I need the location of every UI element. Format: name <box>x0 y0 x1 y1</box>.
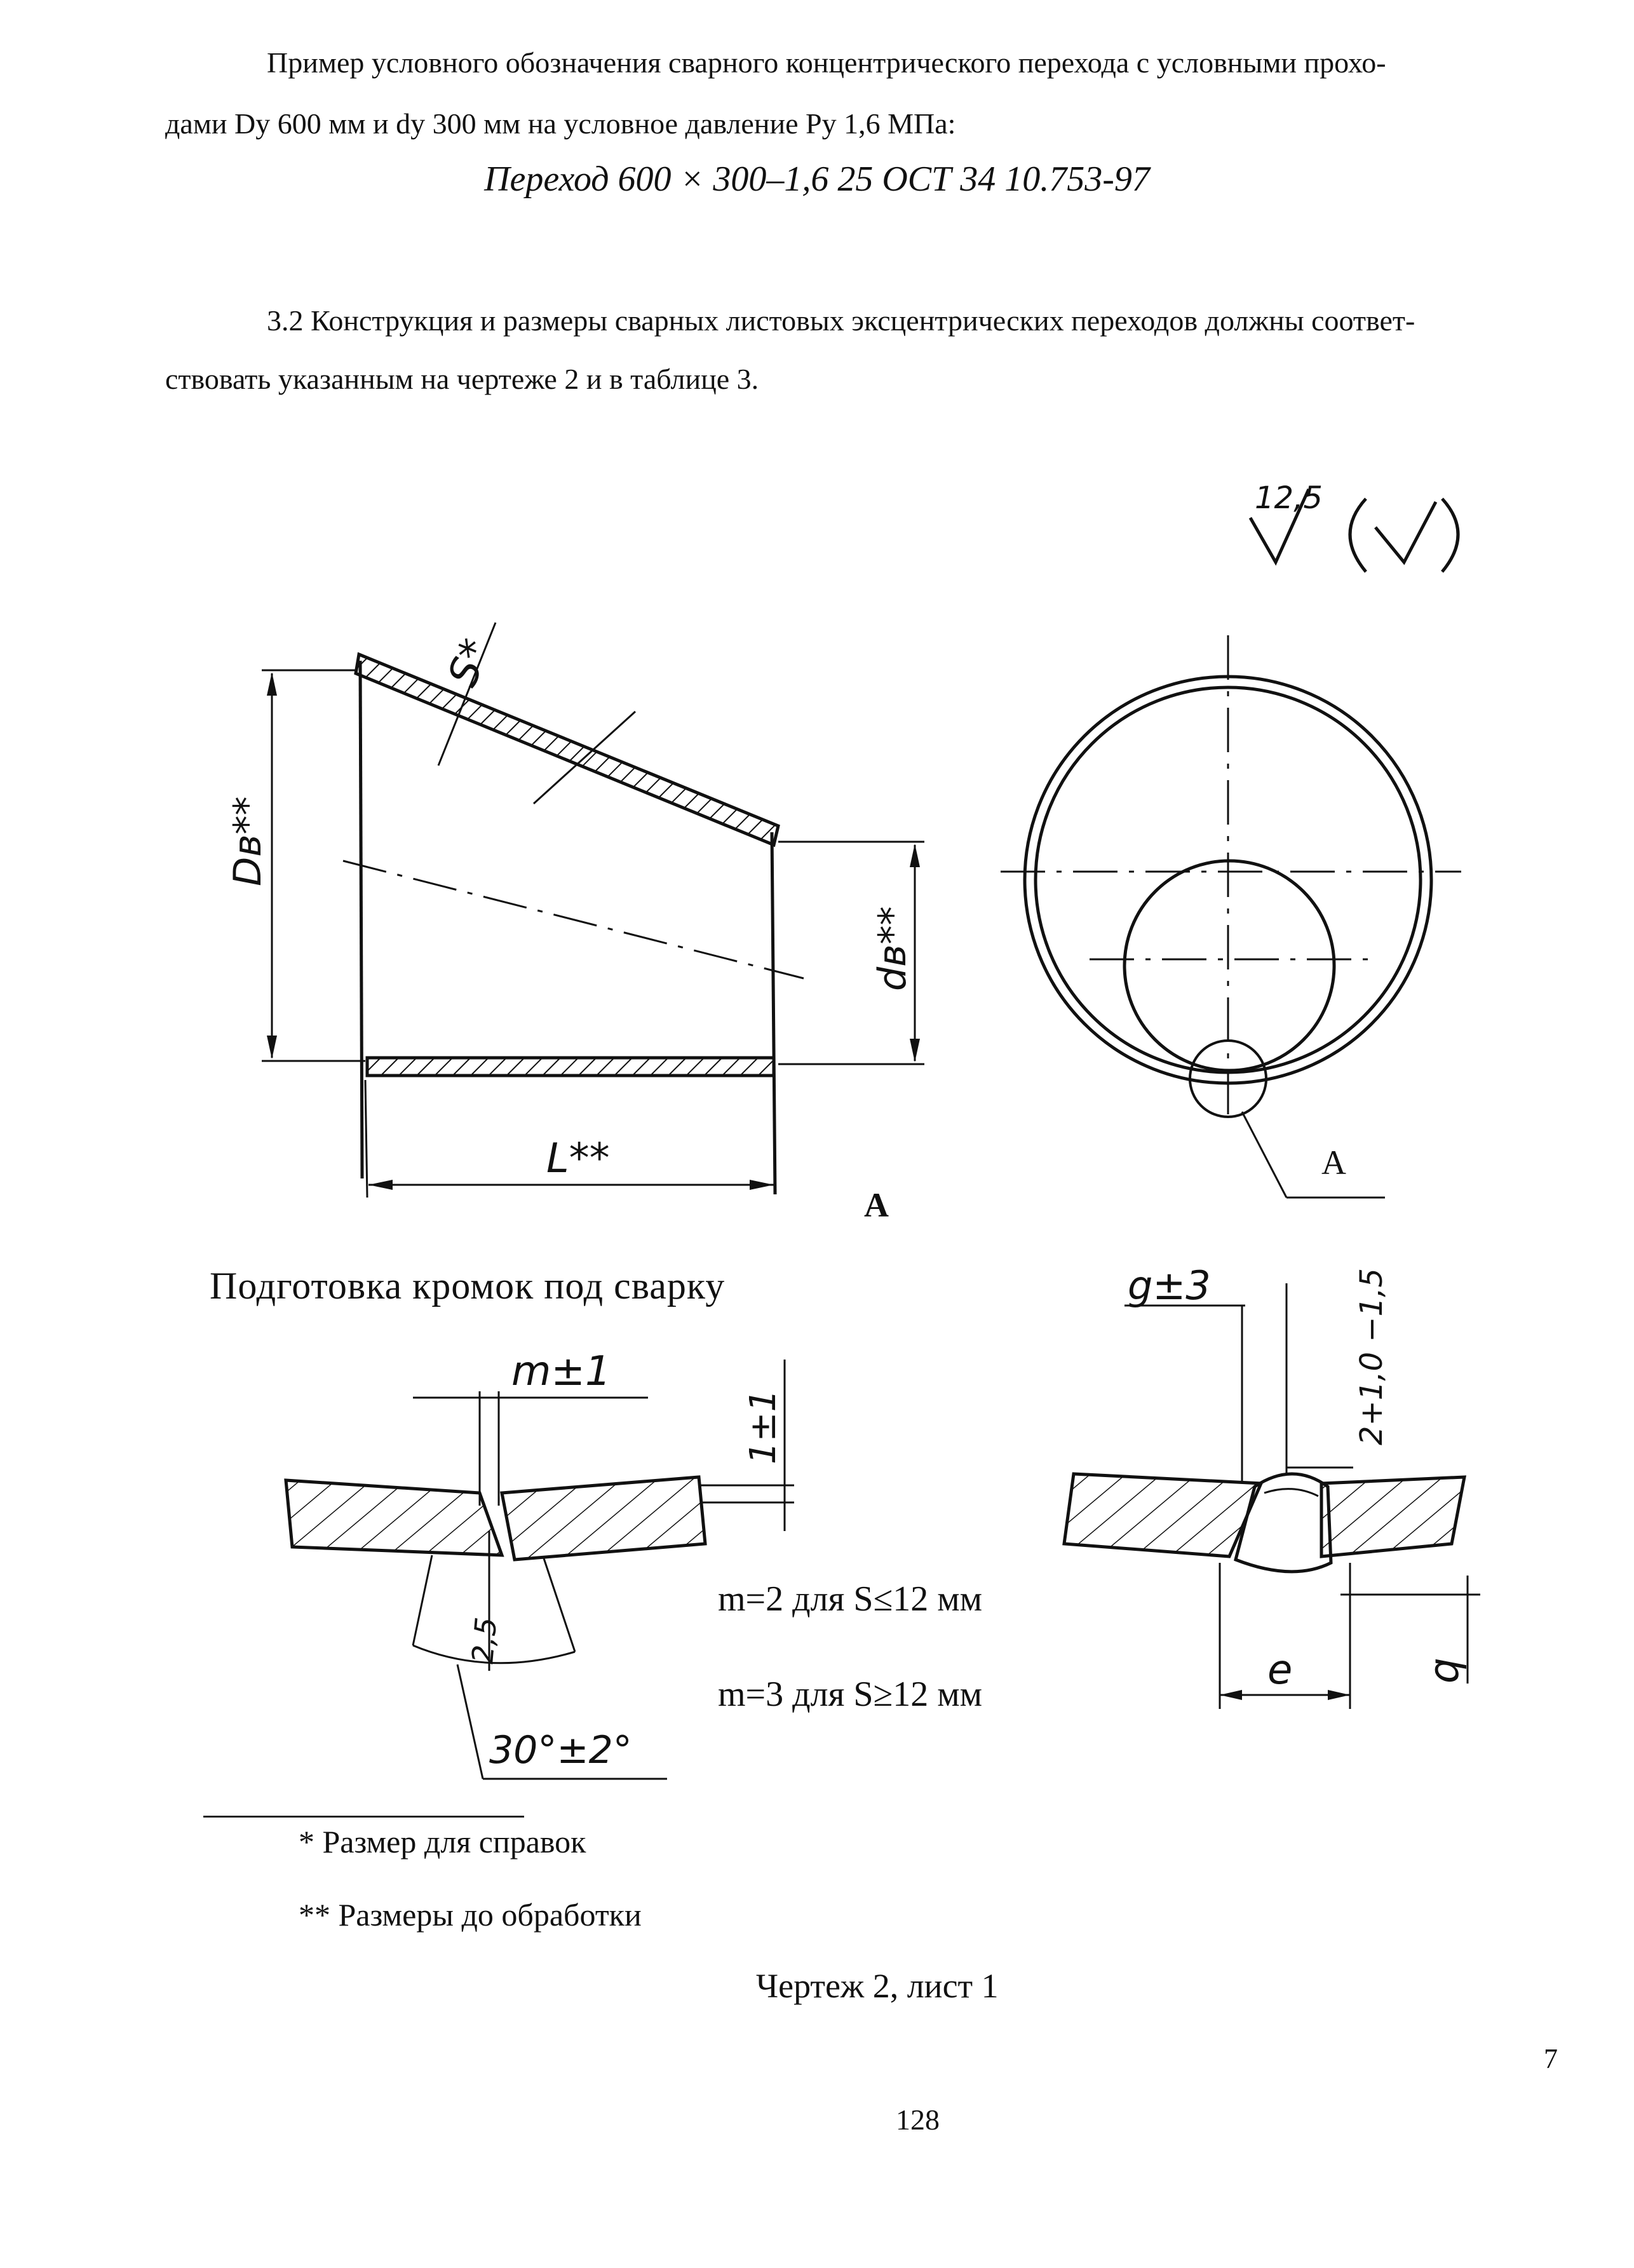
paragraph-2-line-2: ствовать указанным на чертеже 2 и в таблице 3. <box>165 363 759 395</box>
label-L: L** <box>546 1135 610 1182</box>
drawing-caption: Чертеж 2, лист 1 <box>756 1967 999 2005</box>
corner-number: 7 <box>1544 2043 1558 2074</box>
dim-h: 2+1,0 −1,5 <box>1354 1268 1389 1445</box>
dim-angle-small: 2,5 <box>465 1616 504 1665</box>
edge-prep-title: Подготовка кромок под сварку <box>210 1265 726 1307</box>
label-S: S* <box>439 632 501 693</box>
footnote-preprocessing: ** Размеры до обработки <box>299 1897 642 1933</box>
page-number: 128 <box>896 2103 940 2136</box>
label-detail-A: A <box>1321 1144 1346 1182</box>
dim-m: m±1 <box>511 1348 611 1395</box>
label-dv: dв** <box>870 906 915 991</box>
paragraph-2-line-1: 3.2 Конструкция и размеры сварных листовых эксцентрических переходов должны соответ- <box>267 304 1415 337</box>
weld-detail <box>1064 1283 1480 1709</box>
footnote-reference: * Размер для справок <box>299 1824 586 1860</box>
label-Dv: Dв** <box>226 796 270 886</box>
label-view-A: A <box>864 1186 889 1224</box>
rule-m3: m=3 для S≥12 мм <box>718 1675 983 1714</box>
roughness-value: 12,5 <box>1255 480 1323 516</box>
paragraph-1-line-2: дами Dу 600 мм и dу 300 мм на условное давление Pу 1,6 МПа: <box>165 107 956 140</box>
edge-prep-sketch <box>286 1360 794 1779</box>
reducer-wall-top <box>356 654 778 845</box>
reducer-end-view <box>1001 635 1461 1198</box>
rule-m2: m=2 для S≤12 мм <box>718 1579 983 1619</box>
dim-angle: 30°±2° <box>489 1728 632 1772</box>
designation-example: Переход 600 × 300–1,6 25 ОСТ 34 10.753-97 <box>484 159 1150 199</box>
paragraph-1-line-1: Пример условного обозначения сварного концентрического перехода с условными прохо- <box>267 46 1386 79</box>
footnote-divider <box>203 1816 524 1818</box>
dim-e: e <box>1267 1647 1293 1694</box>
reducer-wall-bottom <box>367 1058 774 1076</box>
dim-g: g±3 <box>1128 1262 1211 1309</box>
dim-q: q <box>1421 1657 1468 1684</box>
reducer-side-view <box>262 623 924 1198</box>
dim-1: 1±1 <box>743 1389 784 1464</box>
